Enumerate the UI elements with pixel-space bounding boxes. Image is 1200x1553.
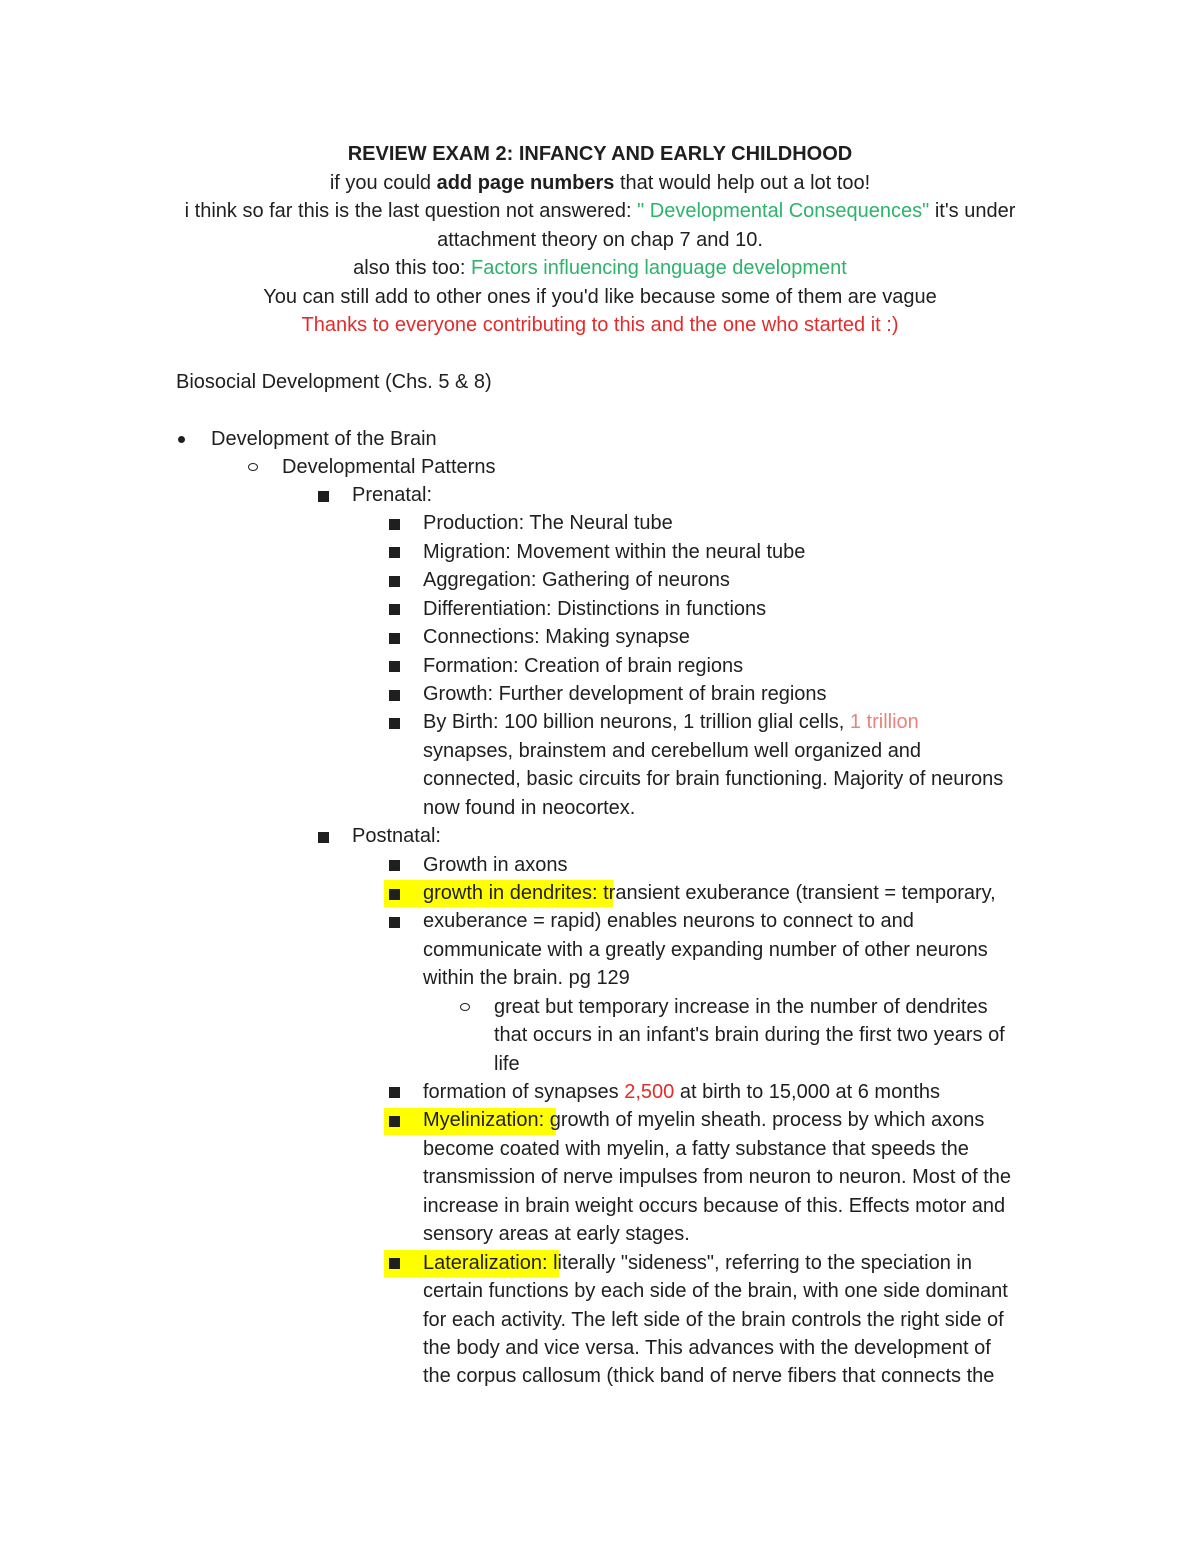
sub-list-item-continuation: that occurs in an infant's brain during the first two years of: [494, 1024, 1005, 1046]
list-item-prenatal: Prenatal:: [352, 484, 433, 506]
list-item-by-birth: By Birth: 100 billion neurons, 1 trillion glial cells, 1 trillion: [423, 711, 919, 733]
list-item: Formation: Creation of brain regions: [423, 655, 744, 677]
sub-list-item: great but temporary increase in the number of dendrites: [494, 996, 988, 1018]
square-bullet-icon: [389, 604, 400, 615]
square-bullet-icon: [389, 547, 400, 558]
sub-list-item-continuation: life: [494, 1053, 520, 1075]
list-item: Aggregation: Gathering of neurons: [423, 569, 730, 591]
list-item-continuation: communicate with a greatly expanding number of other neurons: [423, 939, 988, 961]
list-item-growth-axons: Growth in axons: [423, 854, 568, 876]
list-item-continuation: the corpus callosum (thick band of nerve fibers that connects the: [423, 1365, 995, 1387]
list-item-continuation: increase in brain weight occurs because of this. Effects motor and: [423, 1195, 1006, 1217]
square-bullet-icon: [389, 1116, 400, 1127]
request-line-attachment: attachment theory on chap 7 and 10.: [437, 229, 763, 251]
request-line-page-numbers: if you could add page numbers that would help out a lot too!: [329, 172, 871, 194]
square-bullet-icon: [389, 633, 400, 644]
list-item-continuation: sensory areas at early stages.: [423, 1223, 690, 1245]
square-bullet-icon: [389, 690, 400, 701]
circle-bullet-icon: [460, 1003, 470, 1011]
square-bullet-icon: [389, 1087, 400, 1098]
list-item-continuation: now found in neocortex.: [423, 797, 636, 819]
list-item-continuation: for each activity. The left side of the brain controls the right side of: [423, 1309, 1004, 1331]
list-item-development-of-brain: Development of the Brain: [211, 428, 437, 450]
list-item: Production: The Neural tube: [423, 512, 673, 534]
document-title: REVIEW EXAM 2: INFANCY AND EARLY CHILDHOOD: [347, 143, 853, 165]
square-bullet-icon: [389, 917, 400, 928]
list-item: Migration: Movement within the neural tube: [423, 541, 806, 563]
square-bullet-icon: [318, 491, 329, 502]
circle-bullet-icon: [248, 463, 258, 471]
list-item-continuation: transmission of nerve impulses from neuron to neuron. Most of the: [423, 1166, 1012, 1188]
section-heading: Biosocial Development (Chs. 5 & 8): [176, 371, 492, 393]
square-bullet-icon: [389, 661, 400, 672]
list-item-continuation: become coated with myelin, a fatty substance that speeds the: [423, 1138, 969, 1160]
request-line-vague: You can still add to other ones if you'd like because some of them are vague: [263, 286, 937, 308]
list-item-developmental-patterns: Developmental Patterns: [282, 456, 496, 478]
list-item-continuation: within the brain. pg 129: [423, 967, 630, 989]
list-item: Differentiation: Distinctions in functions: [423, 598, 767, 620]
request-line-language: also this too: Factors influencing language development: [353, 257, 847, 279]
list-item-exuberance: exuberance = rapid) enables neurons to connect to and: [423, 910, 914, 932]
square-bullet-icon: [389, 860, 400, 871]
square-bullet-icon: [318, 832, 329, 843]
list-item-continuation: synapses, brainstem and cerebellum well organized and: [423, 740, 922, 762]
request-line-unanswered: i think so far this is the last question not answered: " Developmental Consequences" it's under: [184, 200, 1016, 222]
square-bullet-icon: [389, 718, 400, 729]
square-bullet-icon: [389, 889, 400, 900]
thanks-line: Thanks to everyone contributing to this and the one who started it :): [301, 314, 899, 336]
square-bullet-icon: [389, 1258, 400, 1269]
list-item-lateralization: Lateralization: literally "sideness", referring to the speciation in: [423, 1252, 972, 1274]
list-item: Connections: Making synapse: [423, 626, 690, 648]
list-item-postnatal: Postnatal:: [352, 825, 441, 847]
square-bullet-icon: [389, 519, 400, 530]
square-bullet-icon: [389, 576, 400, 587]
list-item-growth-dendrites: growth in dendrites: transient exuberance (transient = temporary,: [423, 882, 996, 904]
list-item-continuation: the body and vice versa. This advances with the development of: [423, 1337, 991, 1359]
list-item-continuation: certain functions by each side of the brain, with one side dominant: [423, 1280, 1008, 1302]
list-item-continuation: connected, basic circuits for brain functioning. Majority of neurons: [423, 768, 1004, 790]
list-item-myelinization: Myelinization: growth of myelin sheath. process by which axons: [423, 1109, 985, 1131]
disc-bullet-icon: [178, 436, 185, 443]
list-item-synapses: formation of synapses 2,500 at birth to 15,000 at 6 months: [423, 1081, 941, 1103]
list-item: Growth: Further development of brain regions: [423, 683, 827, 705]
